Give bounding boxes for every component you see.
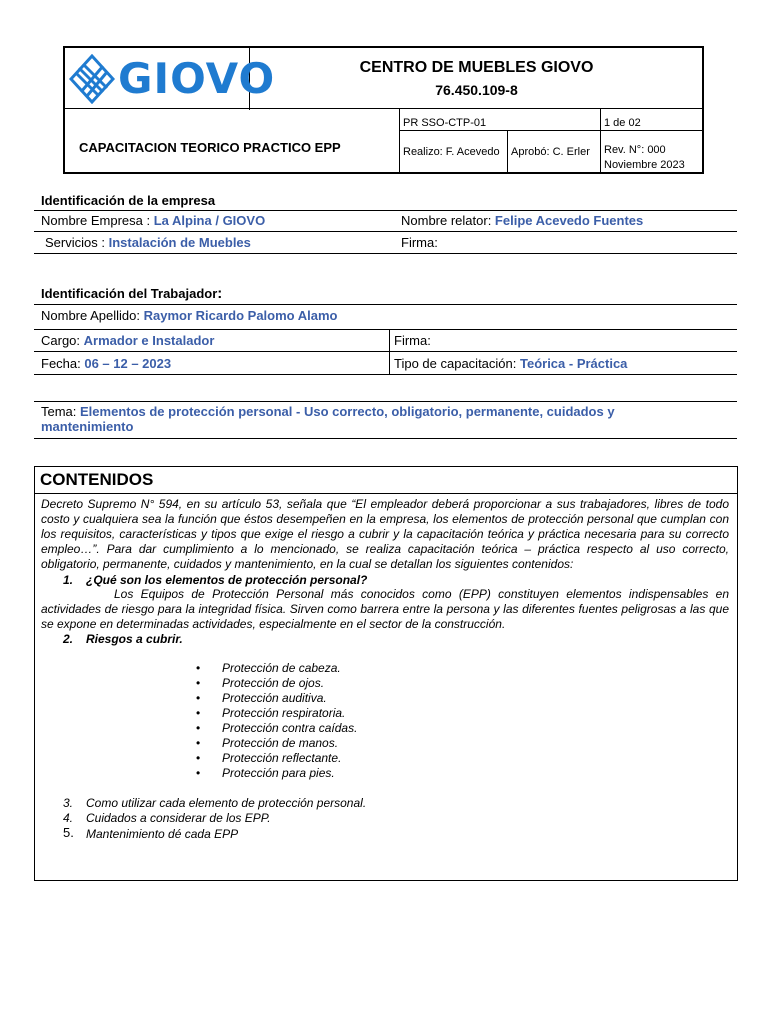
tema-field: Tema: Elementos de protección personal - Uso correcto, obligatorio, permanente, cuidados y mantenimiento <box>41 404 615 434</box>
document-title: CAPACITACION TEORICO PRACTICO EPP <box>79 140 341 155</box>
trabajador-fecha: Fecha: 06 – 12 – 2023 <box>41 356 172 371</box>
item-2-number: 2. <box>63 632 74 646</box>
empresa-servicios: Servicios : Instalación de Muebles <box>45 235 251 250</box>
logo-text: GIOVO <box>118 54 276 103</box>
list-item: • Protección de manos. <box>196 736 357 751</box>
trabajador-cargo: Cargo: Armador e Instalador <box>41 333 215 348</box>
contenidos-title: CONTENIDOS <box>40 470 154 489</box>
trabajador-firma: Firma: <box>394 333 431 348</box>
riesgos-list <box>196 661 357 781</box>
item-1-number: 1. <box>63 573 74 587</box>
item-4-text: Cuidados a considerar de los EPP. <box>86 811 271 825</box>
list-item: • Protección contra caídas. <box>196 721 357 736</box>
list-item: • Protección para pies. <box>196 766 357 781</box>
trabajador-nombre: Nombre Apellido: Raymor Ricardo Palomo Alamo <box>41 308 338 323</box>
empresa-heading: Identificación de la empresa <box>41 193 216 208</box>
item-1-text: Los Equipos de Protección Personal más conocidos como (EPP) constituyen elementos indispensables en actividades de riesgo para la integridad física. Sirven como barrera entre la persona y las diferentes fuentes peligrosas a las que se expone en determinadas actividades, especialmente en el sector de la construcción. <box>41 587 729 631</box>
revision-number: Rev. N°: 000 <box>604 144 666 156</box>
list-item: • Protección de cabeza. <box>196 661 357 676</box>
list-item: • Protección de ojos. <box>196 676 357 691</box>
item-5-text: Mantenimiento dé cada EPP <box>86 827 239 841</box>
company-rut: 76.450.109-8 <box>435 82 518 98</box>
list-item: • Protección auditiva. <box>196 691 357 706</box>
trabajador-tipo-capacitacion: Tipo de capacitación: Teórica - Práctica <box>394 356 628 371</box>
item-4-number: 4. <box>63 811 74 825</box>
trabajador-heading: Identificación del Trabajador: <box>41 285 223 302</box>
giovo-logo <box>69 54 276 104</box>
item-3-text: Como utilizar cada elemento de protección personal. <box>86 796 367 810</box>
document-header <box>63 46 704 174</box>
list-item: • Protección respiratoria. <box>196 706 357 721</box>
empresa-nombre: Nombre Empresa : La Alpina / GIOVO <box>41 213 266 228</box>
realizo-field: Realizo: F. Acevedo <box>403 146 500 158</box>
document-code: PR SSO-CTP-01 <box>403 117 487 129</box>
company-name: CENTRO DE MUEBLES GIOVO <box>359 59 594 76</box>
list-item: • Protección reflectante. <box>196 751 357 766</box>
item-1-heading: ¿Qué son los elementos de protección personal? <box>86 573 368 587</box>
item-3-number: 3. <box>63 796 74 810</box>
empresa-relator: Nombre relator: Felipe Acevedo Fuentes <box>401 213 644 228</box>
logo-emblem-icon <box>69 54 115 104</box>
revision-date: Noviembre 2023 <box>604 159 685 171</box>
aprobo-field: Aprobó: C. Erler <box>511 146 590 158</box>
item-2-heading: Riesgos a cubrir. <box>86 632 183 646</box>
contenidos-intro: Decreto Supremo N° 594, en su artículo 53, señala que “El empleador deberá proporcionar a sus trabajadores, libres de todo costo y cualquiera sea la función que éstos desempeñen en la empresa, los elementos de protección personal que cumplan con los requisitos, características y tipos que exige el riesgo a cubrir y la capacitación teórica y práctica necesaria para su correcto empleo…”. Para dar cumplimiento a lo mencionado, se realiza capacitación teórica – práctica respecto al uso correcto, obligatorio, permanente, cuidados y mantenimiento, en la cual se detallan los siguientes contenidos: <box>41 497 729 571</box>
empresa-firma: Firma: <box>401 235 438 250</box>
item-5-number: 5. <box>63 825 74 840</box>
page-count: 1 de 02 <box>604 117 641 129</box>
